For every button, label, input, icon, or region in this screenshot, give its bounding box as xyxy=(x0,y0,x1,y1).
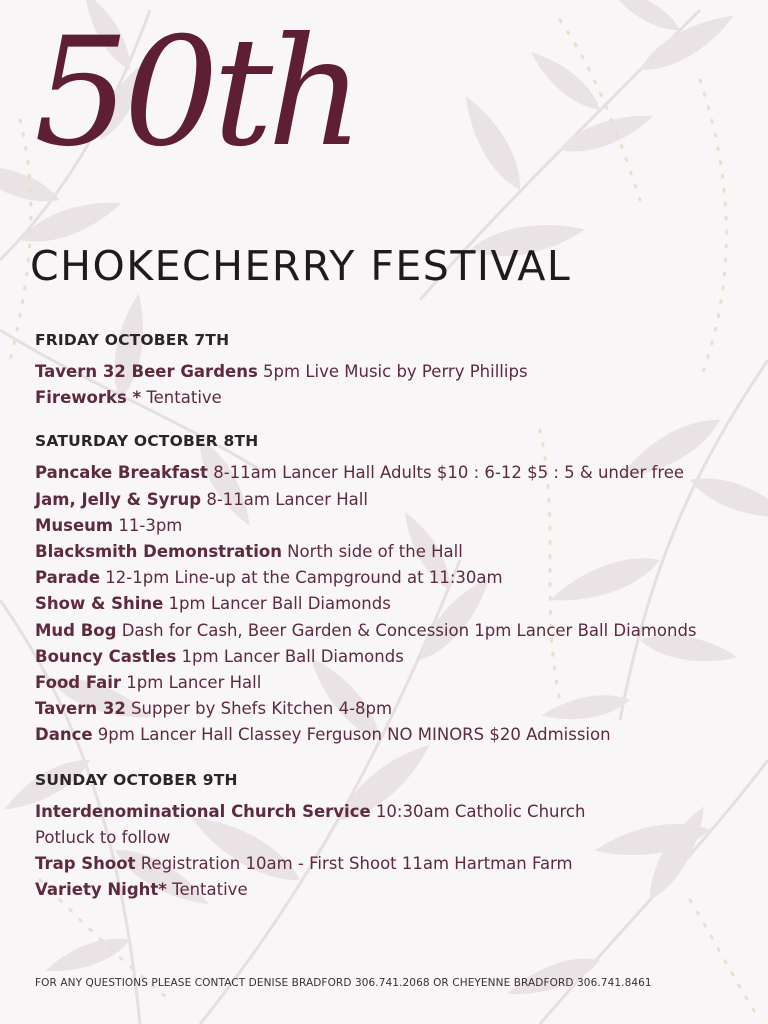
event-item xyxy=(35,487,750,513)
event-name: Museum xyxy=(35,515,114,535)
event-name: Food Fair xyxy=(35,673,122,693)
event-details: North side of the Hall xyxy=(281,542,463,562)
event-details: 11-3pm xyxy=(113,515,183,535)
event-item xyxy=(35,851,750,877)
event-name: Mud Bog xyxy=(35,620,117,640)
event-item xyxy=(35,670,750,696)
event-details: 5pm Live Music by Perry Phillips xyxy=(257,362,528,381)
event-details: Tentative xyxy=(141,388,222,408)
event-name: Pancake Breakfast xyxy=(35,463,208,483)
event-name: Show & Shine xyxy=(35,594,164,614)
event-name: Parade xyxy=(35,568,101,588)
event-item xyxy=(35,539,750,565)
event-item xyxy=(35,877,750,903)
event-details: Tentative xyxy=(166,880,248,900)
event-details: 1pm Lancer Ball Diamonds xyxy=(163,594,391,614)
event-details: 9pm Lancer Hall Classey Ferguson NO MINORS $20 Admission xyxy=(92,725,611,745)
event-details: Registration 10am - First Shoot 11am Hartman Farm xyxy=(135,854,573,874)
event-item xyxy=(35,460,750,486)
event-item xyxy=(35,722,750,748)
event-details: 8-11am Lancer Hall Adults $10 : 6-12 $5 : 5 & under free xyxy=(207,463,685,483)
event-details: 1pm Lancer Ball Diamonds xyxy=(176,646,404,666)
event-item xyxy=(35,618,715,644)
event-name: Variety Night* xyxy=(35,880,167,900)
event-details: 1pm Lancer Hall xyxy=(121,673,262,693)
event-item xyxy=(35,565,750,591)
event-item xyxy=(35,696,750,722)
day-heading: SATURDAY OCTOBER 8TH xyxy=(35,432,259,451)
event-item xyxy=(35,799,645,851)
event-name: Interdenominational Church Service xyxy=(35,801,371,821)
event-details: Dash for Cash, Beer Garden & Concession 1pm Lancer Ball Diamonds xyxy=(116,620,697,640)
event-item xyxy=(35,644,750,670)
section-spacer xyxy=(35,749,750,767)
event-name: Blacksmith Demonstration xyxy=(35,542,282,562)
event-name: Dance xyxy=(35,725,93,745)
event-item xyxy=(35,513,750,539)
day-friday xyxy=(35,327,750,411)
section-spacer xyxy=(35,411,750,428)
event-item xyxy=(35,385,750,411)
event-details: 10:30am Catholic Church Potluck to follow xyxy=(35,801,586,847)
event-name: Tavern 32 Beer Gardens xyxy=(35,362,258,381)
contact-footer: FOR ANY QUESTIONS PLEASE CONTACT DENISE BRADFORD 306.741.2068 OR CHEYENNE BRADFORD 306.741.8461 xyxy=(35,977,652,989)
title-50th: 50th xyxy=(34,6,358,180)
event-name: Bouncy Castles xyxy=(35,646,177,666)
event-name: Jam, Jelly & Syrup xyxy=(35,489,202,509)
day-heading: FRIDAY OCTOBER 7TH xyxy=(35,331,230,349)
event-details: Supper by Shefs Kitchen 4-8pm xyxy=(125,699,393,719)
event-schedule xyxy=(35,327,750,903)
event-name: Tavern 32 xyxy=(35,699,126,719)
event-name: Trap Shoot xyxy=(35,854,136,874)
event-details: 12-1pm Line-up at the Campground at 11:30am xyxy=(100,568,503,588)
event-item xyxy=(35,591,750,617)
event-item xyxy=(35,359,750,385)
event-name: Fireworks * xyxy=(35,388,142,408)
day-heading: SUNDAY OCTOBER 9TH xyxy=(35,770,238,789)
festival-name: CHOKECHERRY FESTIVAL xyxy=(30,242,572,290)
event-details: 8-11am Lancer Hall xyxy=(201,489,368,509)
day-saturday xyxy=(35,428,750,748)
day-sunday xyxy=(35,767,750,904)
